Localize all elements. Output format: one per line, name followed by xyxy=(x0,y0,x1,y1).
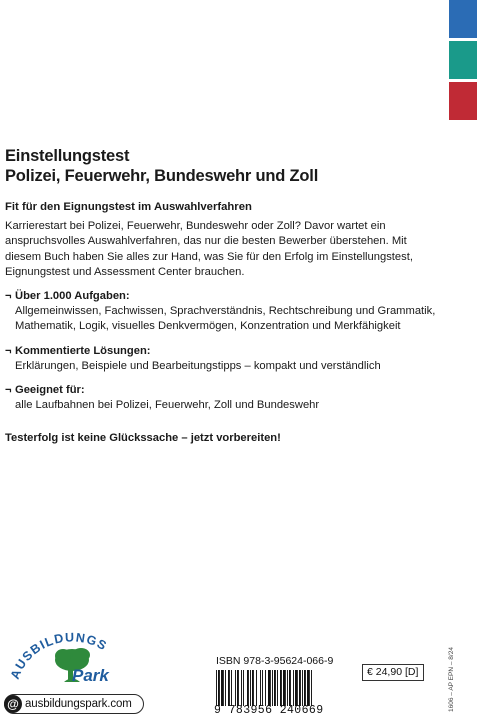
barcode-digits: 9 783956 240669 xyxy=(214,704,324,717)
barcode-bar xyxy=(274,670,276,706)
barcode-bar xyxy=(225,670,226,706)
barcode-bar xyxy=(293,670,294,706)
logo-word: Park xyxy=(72,666,109,685)
book-title-line1: Einstellungstest xyxy=(5,147,130,165)
barcode-bar xyxy=(241,670,242,706)
barcode-bar xyxy=(216,670,217,706)
barcode-bar xyxy=(252,670,254,706)
back-cover-text xyxy=(5,146,445,444)
barcode-bar xyxy=(218,670,220,706)
feature-item xyxy=(5,383,445,413)
barcode-bar xyxy=(231,670,232,706)
color-block-red xyxy=(449,82,477,120)
at-icon: @ xyxy=(4,695,22,713)
logo-arc-text: AUSBILDUNGS xyxy=(8,630,110,682)
bullet-symbol: ¬ xyxy=(5,384,12,397)
intro-paragraph: Karrierestart bei Polizei, Feuerwehr, Bundeswehr oder Zoll? Davor wartet ein anspruchsvolles Auswahlverfahren, das nur die besten Bewerber überstehen. Mit diesem Buch haben Sie alles zur Hand, was Sie für den Erfolg im Einstellungstest, Eignungstest und Assessment Center brauchen. xyxy=(5,220,413,278)
barcode-bar xyxy=(295,670,298,706)
feature-heading: Über 1.000 Aufgaben: xyxy=(15,290,130,303)
barcode-bar xyxy=(304,670,306,706)
feature-body: alle Laufbahnen bei Polizei, Feuerwehr, Zoll und Bundeswehr xyxy=(15,399,320,412)
isbn-number: ISBN 978-3-95624-066-9 xyxy=(216,655,334,667)
book-title xyxy=(5,146,445,186)
barcode-bar xyxy=(302,670,303,706)
website-url[interactable]: ausbildungspark.com xyxy=(25,698,132,710)
barcode-bar xyxy=(289,670,291,706)
barcode-bar xyxy=(280,670,282,706)
print-code: 1606 – AP EPN – 8/24 xyxy=(448,647,455,712)
bullet-symbol: ¬ xyxy=(5,290,12,303)
barcode-bar xyxy=(262,670,263,706)
barcode-bar xyxy=(311,670,312,706)
feature-body: Allgemeinwissen, Fachwissen, Sprachverständnis, Rechtschreibung und Grammatik, Mathematik, Logik, visuelles Denkvermögen, Konzentration und Merkfähigkeit xyxy=(15,305,436,333)
barcode-bar xyxy=(287,670,288,706)
book-subtitle: Fit für den Eignungstest im Auswahlverfahren xyxy=(5,201,252,213)
barcode-bar xyxy=(221,670,224,706)
barcode-bar xyxy=(256,670,257,706)
barcode-bar xyxy=(299,670,301,706)
book-title-line2: Polizei, Feuerwehr, Bundeswehr und Zoll xyxy=(5,167,319,185)
barcode-bar xyxy=(250,670,251,706)
color-block-blue xyxy=(449,0,477,38)
color-block-teal xyxy=(449,41,477,79)
barcode-bar xyxy=(283,670,286,706)
feature-item xyxy=(5,344,445,374)
barcode-bar xyxy=(260,670,261,706)
ausbildungspark-logo xyxy=(8,620,136,690)
color-strip xyxy=(449,0,477,123)
barcode-bar xyxy=(228,670,230,706)
barcode-bar xyxy=(268,670,271,706)
website-badge[interactable] xyxy=(4,694,144,714)
feature-body: Erklärungen, Beispiele und Bearbeitungstipps – kompakt und verständlich xyxy=(15,359,381,372)
barcode-bar xyxy=(235,670,236,706)
closing-slogan: Testerfolg ist keine Glückssache – jetzt vorbereiten! xyxy=(5,432,281,445)
feature-item xyxy=(5,289,445,335)
barcode-bar xyxy=(247,670,249,706)
barcode-bar xyxy=(237,670,239,706)
barcode-bar xyxy=(243,670,244,706)
barcode-bar xyxy=(265,670,266,706)
bullet-symbol: ¬ xyxy=(5,344,12,357)
barcode-icon xyxy=(214,670,354,706)
barcode-bar xyxy=(272,670,273,706)
barcode-bar xyxy=(277,670,278,706)
feature-heading: Geeignet für: xyxy=(15,384,85,397)
barcode-bar xyxy=(307,670,310,706)
feature-heading: Kommentierte Lösungen: xyxy=(15,344,151,357)
price-label: € 24,90 [D] xyxy=(362,664,424,681)
